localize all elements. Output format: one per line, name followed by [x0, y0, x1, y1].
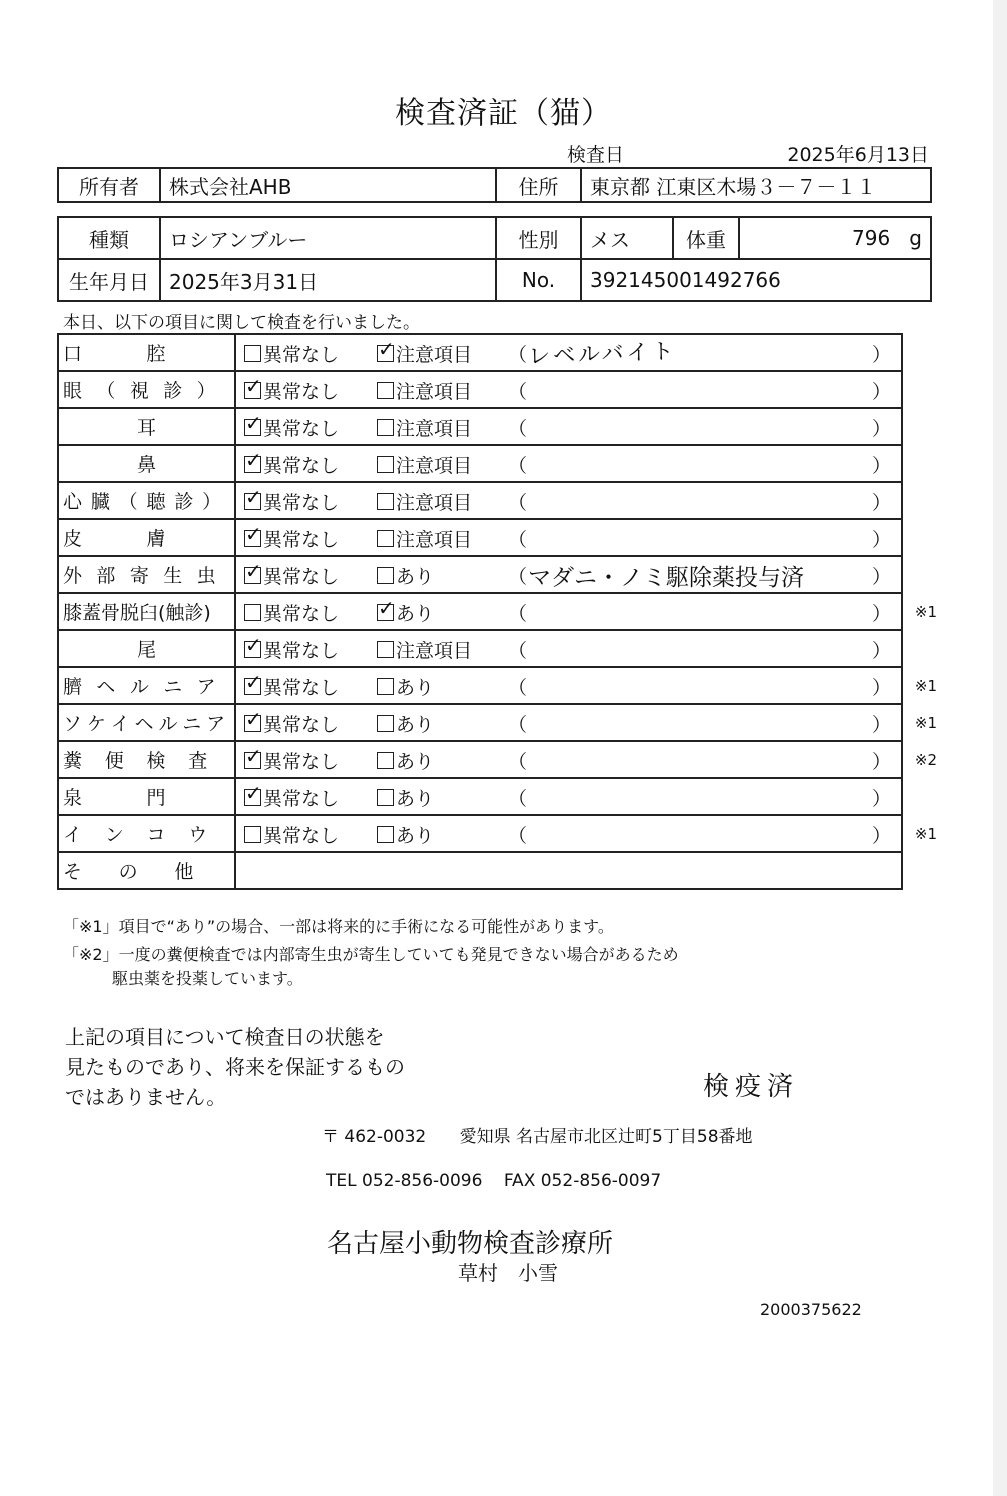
finding-option[interactable] [377, 784, 434, 811]
no-abnormality-option[interactable] [244, 821, 339, 848]
checked-box-icon[interactable] [244, 456, 261, 473]
checkbox-icon[interactable] [377, 382, 394, 399]
dob-label: 生年月日 [58, 259, 160, 301]
check-row [58, 815, 902, 852]
item-char: ヘ [96, 676, 116, 698]
other-label-text [63, 857, 230, 884]
close-paren: ） [871, 677, 891, 699]
no-value: 392145001492766 [581, 259, 931, 301]
check-item-text [63, 487, 230, 514]
owner-table [57, 167, 932, 203]
checked-box-icon[interactable] [244, 493, 261, 510]
no-abnormality-option[interactable] [244, 525, 339, 552]
no-abnormality-option[interactable] [244, 599, 339, 626]
clinic-contact-line [326, 1171, 661, 1191]
finding-option-label: 注意項目 [396, 381, 473, 403]
item-char: （ [118, 491, 138, 513]
checkbox-icon[interactable] [377, 641, 394, 658]
check-item-text [63, 820, 230, 847]
check-note: レベルバイト [527, 339, 677, 370]
open-paren: （ [508, 640, 528, 662]
no-abnormality-option-label: 異常なし [263, 677, 340, 699]
finding-option[interactable] [377, 747, 434, 774]
finding-option[interactable] [377, 821, 434, 848]
quarantine-stamp: 検疫済 [703, 1072, 800, 1102]
check-item-text [63, 783, 230, 810]
checked-box-icon[interactable] [244, 789, 261, 806]
check-item-label [58, 445, 235, 482]
item-char: 泉 [63, 787, 83, 809]
no-abnormality-option-label: 異常なし [263, 529, 340, 551]
checkbox-icon[interactable] [244, 826, 261, 843]
item-char: ） [196, 380, 216, 402]
finding-option[interactable] [377, 488, 472, 515]
close-paren: ） [871, 825, 891, 847]
checks-table [57, 333, 937, 890]
item-char: 外 [63, 565, 83, 587]
clinic-name: 名古屋小動物検査診療所 [327, 1229, 614, 1259]
check-options [235, 519, 902, 556]
finding-option-label: あり [396, 566, 435, 588]
check-options [235, 630, 902, 667]
item-char: ケ [86, 713, 106, 735]
footnote-mark: ※1 [914, 677, 937, 695]
check-item-label [58, 704, 235, 741]
owner-label: 所有者 [58, 168, 160, 202]
finding-option-label: 注意項目 [396, 455, 473, 477]
item-char: ニ [182, 713, 202, 735]
checked-box-icon[interactable] [244, 419, 261, 436]
no-abnormality-option-label: 異常なし [263, 455, 340, 477]
no-abnormality-option[interactable] [244, 488, 339, 515]
item-char: そ [63, 861, 83, 883]
finding-option[interactable] [377, 636, 472, 663]
item-char: 査 [188, 750, 208, 772]
open-paren: （ [508, 603, 528, 625]
owner-value: 株式会社AHB [160, 168, 496, 202]
checkbox-icon[interactable] [377, 715, 394, 732]
item-char: 検 [146, 750, 166, 772]
no-abnormality-option-label: 異常なし [263, 714, 340, 736]
item-char: コ [146, 824, 166, 846]
item-char: 診 [163, 380, 183, 402]
open-paren: （ [508, 566, 528, 588]
finding-option-label: 注意項目 [396, 344, 473, 366]
check-row [58, 408, 902, 445]
footnote-mark: ※1 [914, 603, 937, 621]
checkbox-icon[interactable] [244, 604, 261, 621]
footnote-2-continued: 駆虫薬を投薬しています。 [112, 969, 303, 988]
check-item-label [58, 630, 235, 667]
item-char: 臍 [63, 676, 83, 698]
item-char: ） [202, 491, 222, 513]
checked-box-icon[interactable] [244, 715, 261, 732]
item-char: ア [206, 713, 226, 735]
item-char: ニ [163, 676, 183, 698]
finding-option-label: 注意項目 [396, 640, 473, 662]
close-paren: ） [871, 418, 891, 440]
finding-option[interactable] [377, 673, 434, 700]
check-options [235, 704, 937, 741]
finding-option-label: あり [396, 751, 435, 773]
no-abnormality-option[interactable] [244, 710, 339, 737]
other-row [58, 852, 902, 889]
open-paren: （ [508, 344, 528, 366]
close-paren: ） [871, 640, 891, 662]
checkbox-icon[interactable] [244, 345, 261, 362]
open-paren: （ [508, 492, 528, 514]
item-char: 眼 [63, 380, 83, 402]
finding-option-label: 注意項目 [396, 492, 473, 514]
pet-table [57, 216, 932, 302]
item-char: ウ [188, 824, 208, 846]
close-paren: ） [871, 529, 891, 551]
checkbox-icon[interactable] [377, 530, 394, 547]
open-paren: （ [508, 788, 528, 810]
check-options [235, 593, 937, 630]
no-abnormality-option[interactable] [244, 673, 339, 700]
item-char: ソ [63, 713, 83, 735]
item-char: 臓 [90, 491, 110, 513]
open-paren: （ [508, 381, 528, 403]
finding-option-label: 注意項目 [396, 529, 473, 551]
disclaimer-line: ではありません。 [65, 1085, 227, 1109]
close-paren: ） [871, 344, 891, 366]
finding-option[interactable] [377, 710, 434, 737]
footnote-mark: ※1 [914, 714, 937, 732]
item-char: 便 [104, 750, 124, 772]
close-paren: ） [871, 492, 891, 514]
no-label: No. [496, 259, 581, 301]
check-options [235, 371, 902, 408]
breed-value: ロシアンブルー [160, 217, 496, 259]
finding-option[interactable] [377, 377, 472, 404]
item-char: 膚 [146, 528, 166, 550]
check-options [235, 482, 902, 519]
clinic-tel: TEL 052-856-0096 [326, 1171, 483, 1191]
other-value [235, 852, 902, 889]
checked-box-icon[interactable] [244, 567, 261, 584]
item-char: 視 [129, 380, 149, 402]
page-edge [993, 0, 1007, 1496]
check-item-text: 膝蓋骨脱臼(触診) [63, 602, 211, 624]
check-options [235, 778, 902, 815]
check-options [235, 815, 937, 852]
weight-value-cell [739, 217, 931, 259]
item-char: ヘ [134, 713, 154, 735]
item-char: ア [196, 676, 216, 698]
check-item-label [58, 334, 235, 371]
no-abnormality-option-label: 異常なし [263, 825, 340, 847]
check-item-text: 耳 [136, 417, 156, 439]
finding-option-label: あり [396, 714, 435, 736]
check-item-text [63, 376, 230, 403]
dob-value: 2025年3月31日 [160, 259, 496, 301]
open-paren: （ [508, 751, 528, 773]
check-row [58, 778, 902, 815]
no-abnormality-option-label: 異常なし [263, 492, 340, 514]
item-char: ル [129, 676, 149, 698]
check-row [58, 741, 902, 778]
check-item-text [63, 672, 230, 699]
no-abnormality-option-label: 異常なし [263, 788, 340, 810]
finding-option-label: あり [396, 677, 435, 699]
weight-unit: g [909, 226, 922, 250]
check-item-label [58, 667, 235, 704]
open-paren: （ [508, 529, 528, 551]
close-paren: ） [871, 751, 891, 773]
inspection-date-value: 2025年6月13日 [787, 144, 929, 166]
check-options [235, 445, 902, 482]
no-abnormality-option-label: 異常なし [263, 381, 340, 403]
item-char: 皮 [63, 528, 83, 550]
item-char: 口 [63, 343, 83, 365]
item-char: 診 [174, 491, 194, 513]
clinic-fax: FAX 052-856-0097 [503, 1171, 662, 1191]
check-item-label [58, 593, 235, 630]
no-abnormality-option-label: 異常なし [263, 603, 340, 625]
no-abnormality-option-label: 異常なし [263, 640, 340, 662]
close-paren: ） [871, 603, 891, 625]
checked-box-icon[interactable] [244, 382, 261, 399]
open-paren: （ [508, 825, 528, 847]
no-abnormality-option[interactable] [244, 784, 339, 811]
document-title: 検査済証（猫） [395, 96, 612, 131]
check-options [235, 556, 902, 593]
check-row [58, 445, 902, 482]
close-paren: ） [871, 566, 891, 588]
open-paren: （ [508, 418, 528, 440]
no-abnormality-option[interactable] [244, 747, 339, 774]
check-row [58, 704, 902, 741]
open-paren: （ [508, 714, 528, 736]
no-abnormality-option-label: 異常なし [263, 566, 340, 588]
checkbox-icon[interactable] [377, 493, 394, 510]
item-char: 虫 [196, 565, 216, 587]
no-abnormality-option[interactable] [244, 340, 339, 367]
intro-text: 本日、以下の項目に関して検査を行いました。 [63, 313, 420, 333]
close-paren: ） [871, 381, 891, 403]
check-row [58, 556, 902, 593]
checked-box-icon[interactable] [244, 752, 261, 769]
item-char: 腔 [146, 343, 166, 365]
check-row [58, 519, 902, 556]
no-abnormality-option[interactable] [244, 636, 339, 663]
veterinarian-name: 草村 小雪 [458, 1261, 558, 1285]
finding-option-label: あり [396, 825, 435, 847]
check-item-text [63, 524, 230, 551]
check-item-label [58, 408, 235, 445]
open-paren: （ [508, 455, 528, 477]
check-row [58, 482, 902, 519]
breed-label: 種類 [58, 217, 160, 259]
sex-value: メス [581, 217, 673, 259]
disclaimer-line: 上記の項目について検査日の状態を [65, 1025, 385, 1049]
serial-number: 2000375622 [760, 1300, 862, 1319]
sex-label: 性別 [496, 217, 581, 259]
check-row [58, 334, 902, 371]
check-row [58, 371, 902, 408]
checkbox-icon[interactable] [377, 752, 394, 769]
item-char: の [118, 861, 138, 883]
check-item-label [58, 778, 235, 815]
check-item-text [63, 709, 230, 736]
check-item-text [63, 746, 230, 773]
checkbox-icon[interactable] [377, 456, 394, 473]
item-char: 寄 [129, 565, 149, 587]
check-item-label [58, 519, 235, 556]
clinic-address: 愛知県 名古屋市北区辻町5丁目58番地 [459, 1127, 753, 1147]
finding-option-label: 注意項目 [396, 418, 473, 440]
no-abnormality-option[interactable] [244, 562, 339, 589]
check-item-text [63, 561, 230, 588]
address-value: 東京都 江東区木場３－７－１１ [581, 168, 931, 202]
item-char: 部 [96, 565, 116, 587]
check-options [235, 334, 902, 371]
item-char: 聴 [146, 491, 166, 513]
finding-option[interactable] [377, 451, 472, 478]
item-char: イ [110, 713, 130, 735]
checkbox-icon[interactable] [377, 678, 394, 695]
check-item-label [58, 815, 235, 852]
check-options [235, 667, 937, 704]
item-char: 心 [63, 491, 83, 513]
check-item-text [63, 339, 230, 366]
checked-box-icon[interactable] [244, 641, 261, 658]
disclaimer [65, 1022, 405, 1112]
item-char: 糞 [63, 750, 83, 772]
finding-option-label: あり [396, 788, 435, 810]
check-item-label [58, 371, 235, 408]
finding-option[interactable] [377, 525, 472, 552]
no-abnormality-option[interactable] [244, 414, 339, 441]
item-char: ン [104, 824, 124, 846]
checkbox-icon[interactable] [377, 567, 394, 584]
item-char: 生 [163, 565, 183, 587]
item-char: 門 [146, 787, 166, 809]
checkbox-icon[interactable] [377, 789, 394, 806]
no-abnormality-option-label: 異常なし [263, 344, 340, 366]
inspection-date-label: 検査日 [567, 144, 625, 166]
footnote-2: 「※2」一度の糞便検査では内部寄生虫が寄生していても発見できない場合があるため [63, 945, 679, 964]
checked-box-icon[interactable] [244, 678, 261, 695]
other-label [58, 852, 235, 889]
check-row [58, 593, 902, 630]
clinic-postal-line [322, 1122, 753, 1147]
close-paren: ） [871, 714, 891, 736]
checked-box-icon[interactable] [377, 345, 394, 362]
disclaimer-line: 見たものであり、将来を保証するもの [65, 1055, 405, 1079]
check-item-label [58, 741, 235, 778]
footnote-mark: ※2 [914, 751, 937, 769]
finding-option[interactable] [377, 599, 434, 626]
item-char: 他 [174, 861, 194, 883]
finding-option[interactable] [377, 414, 472, 441]
check-row [58, 630, 902, 667]
no-abnormality-option[interactable] [244, 451, 339, 478]
check-item-text: 鼻 [136, 454, 156, 476]
checked-box-icon[interactable] [244, 530, 261, 547]
close-paren: ） [871, 788, 891, 810]
weight-label: 体重 [673, 217, 739, 259]
postal-code: 〒 462-0032 [322, 1127, 427, 1147]
no-abnormality-option[interactable] [244, 377, 339, 404]
item-char: イ [63, 824, 83, 846]
address-label: 住所 [496, 168, 581, 202]
item-char: ル [158, 713, 178, 735]
check-item-text: 尾 [136, 639, 156, 661]
footnote-1: 「※1」項目で“あり”の場合、一部は将来的に手術になる可能性があります。 [63, 917, 614, 936]
finding-option[interactable] [377, 340, 472, 367]
footnote-mark: ※1 [914, 825, 937, 843]
weight-value: 796 [852, 226, 891, 250]
no-abnormality-option-label: 異常なし [263, 418, 340, 440]
finding-option-label: あり [396, 603, 435, 625]
no-abnormality-option-label: 異常なし [263, 751, 340, 773]
close-paren: ） [871, 455, 891, 477]
check-item-label [58, 482, 235, 519]
check-item-label [58, 556, 235, 593]
item-char: （ [96, 380, 116, 402]
check-options [235, 408, 902, 445]
check-row [58, 667, 902, 704]
finding-option[interactable] [377, 562, 434, 589]
check-note: マダニ・ノミ駆除薬投与済 [528, 565, 804, 591]
checkbox-icon[interactable] [377, 826, 394, 843]
checked-box-icon[interactable] [377, 604, 394, 621]
check-options [235, 741, 937, 778]
open-paren: （ [508, 677, 528, 699]
checkbox-icon[interactable] [377, 419, 394, 436]
